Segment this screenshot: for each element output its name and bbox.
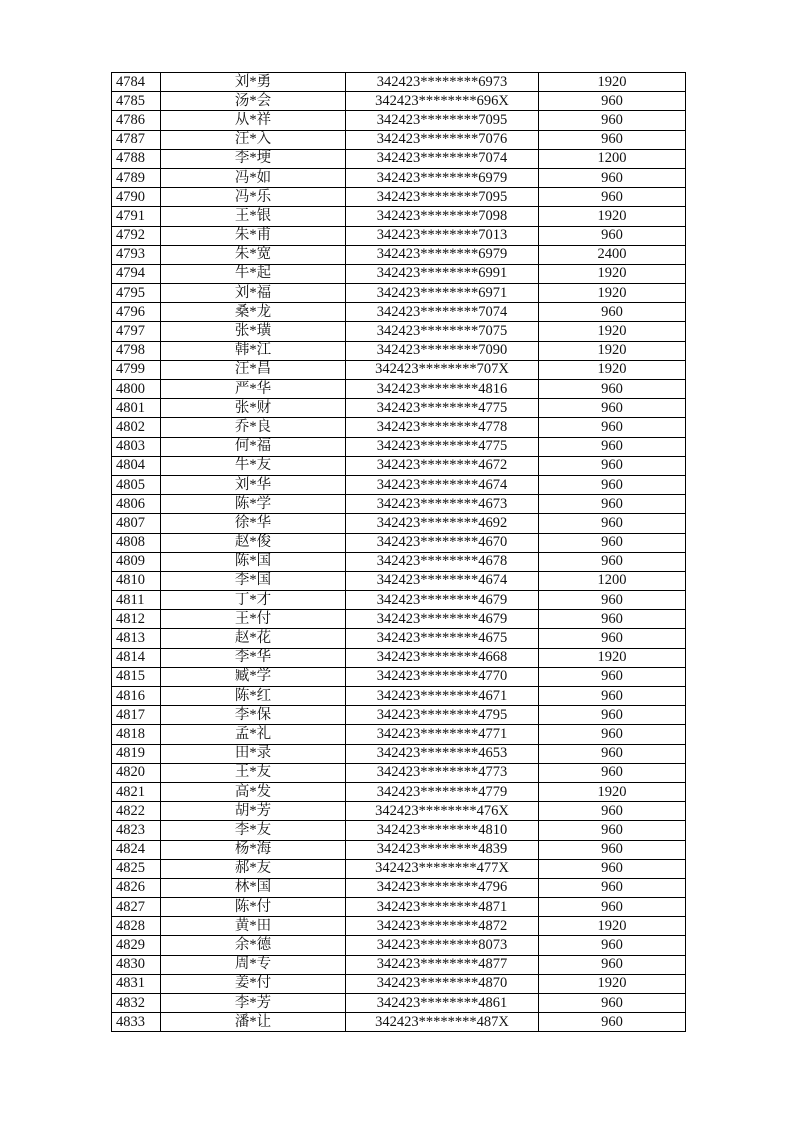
name-cell: 从*祥 [161, 111, 346, 130]
amount-cell: 960 [539, 821, 686, 840]
name-cell: 李*华 [161, 648, 346, 667]
name-cell: 李*保 [161, 706, 346, 725]
table-row [112, 360, 686, 379]
table-row [112, 571, 686, 590]
row-number-cell: 4790 [112, 188, 161, 207]
amount-cell: 960 [539, 130, 686, 149]
id-number-cell: 342423********4679 [346, 610, 539, 629]
name-cell: 张*璜 [161, 322, 346, 341]
id-number-cell: 342423********4674 [346, 475, 539, 494]
row-number-cell: 4828 [112, 917, 161, 936]
id-number-cell: 342423********4872 [346, 917, 539, 936]
amount-cell: 960 [539, 475, 686, 494]
name-cell: 姜*付 [161, 974, 346, 993]
row-number-cell: 4787 [112, 130, 161, 149]
id-number-cell: 342423********4861 [346, 994, 539, 1013]
row-number-cell: 4808 [112, 533, 161, 552]
id-number-cell: 342423********7095 [346, 188, 539, 207]
row-number-cell: 4822 [112, 802, 161, 821]
name-cell: 陈*红 [161, 687, 346, 706]
row-number-cell: 4784 [112, 73, 161, 92]
amount-cell: 960 [539, 418, 686, 437]
name-cell: 杨*海 [161, 840, 346, 859]
amount-cell: 960 [539, 725, 686, 744]
table-row [112, 264, 686, 283]
name-cell: 汪*入 [161, 130, 346, 149]
name-cell: 朱*甫 [161, 226, 346, 245]
amount-cell: 960 [539, 399, 686, 418]
table-row [112, 802, 686, 821]
name-cell: 潘*让 [161, 1013, 346, 1032]
row-number-cell: 4810 [112, 571, 161, 590]
id-number-cell: 342423********7074 [346, 303, 539, 322]
row-number-cell: 4815 [112, 667, 161, 686]
amount-cell: 960 [539, 706, 686, 725]
row-number-cell: 4802 [112, 418, 161, 437]
row-number-cell: 4786 [112, 111, 161, 130]
name-cell: 赵*俊 [161, 533, 346, 552]
id-number-cell: 342423********4771 [346, 725, 539, 744]
amount-cell: 1920 [539, 207, 686, 226]
amount-cell: 960 [539, 763, 686, 782]
id-number-cell: 342423********4775 [346, 437, 539, 456]
row-number-cell: 4794 [112, 264, 161, 283]
row-number-cell: 4801 [112, 399, 161, 418]
table-row [112, 955, 686, 974]
name-cell: 丁*才 [161, 591, 346, 610]
id-number-cell: 342423********4770 [346, 667, 539, 686]
amount-cell: 960 [539, 303, 686, 322]
amount-cell: 960 [539, 667, 686, 686]
id-number-cell: 342423********6973 [346, 73, 539, 92]
table-row [112, 936, 686, 955]
table-row [112, 648, 686, 667]
row-number-cell: 4831 [112, 974, 161, 993]
table-row [112, 399, 686, 418]
amount-cell: 960 [539, 898, 686, 917]
name-cell: 陈*付 [161, 898, 346, 917]
table-row [112, 92, 686, 111]
row-number-cell: 4789 [112, 168, 161, 187]
name-cell: 李*芳 [161, 994, 346, 1013]
row-number-cell: 4800 [112, 380, 161, 399]
row-number-cell: 4826 [112, 878, 161, 897]
table-row [112, 475, 686, 494]
table-row [112, 188, 686, 207]
table-row [112, 149, 686, 168]
amount-cell: 960 [539, 188, 686, 207]
row-number-cell: 4814 [112, 648, 161, 667]
row-number-cell: 4818 [112, 725, 161, 744]
row-number-cell: 4795 [112, 284, 161, 303]
table-row [112, 322, 686, 341]
row-number-cell: 4820 [112, 763, 161, 782]
id-number-cell: 342423********4779 [346, 782, 539, 801]
name-cell: 林*国 [161, 878, 346, 897]
row-number-cell: 4829 [112, 936, 161, 955]
amount-cell: 960 [539, 610, 686, 629]
name-cell: 陈*国 [161, 552, 346, 571]
amount-cell: 1920 [539, 360, 686, 379]
table-row [112, 341, 686, 360]
id-number-cell: 342423********4672 [346, 456, 539, 475]
id-number-cell: 342423********4871 [346, 898, 539, 917]
id-number-cell: 342423********476X [346, 802, 539, 821]
row-number-cell: 4803 [112, 437, 161, 456]
id-number-cell: 342423********4773 [346, 763, 539, 782]
id-number-cell: 342423********477X [346, 859, 539, 878]
row-number-cell: 4813 [112, 629, 161, 648]
table-row [112, 840, 686, 859]
name-cell: 李*友 [161, 821, 346, 840]
name-cell: 陈*学 [161, 495, 346, 514]
table-row [112, 226, 686, 245]
name-cell: 王*银 [161, 207, 346, 226]
name-cell: 高*发 [161, 782, 346, 801]
id-number-cell: 342423********4775 [346, 399, 539, 418]
name-cell: 孟*礼 [161, 725, 346, 744]
amount-cell: 960 [539, 92, 686, 111]
row-number-cell: 4830 [112, 955, 161, 974]
name-cell: 牛*起 [161, 264, 346, 283]
table-row [112, 878, 686, 897]
id-number-cell: 342423********7090 [346, 341, 539, 360]
amount-cell: 960 [539, 878, 686, 897]
table-row [112, 456, 686, 475]
name-cell: 郝*友 [161, 859, 346, 878]
row-number-cell: 4805 [112, 475, 161, 494]
row-number-cell: 4827 [112, 898, 161, 917]
name-cell: 乔*良 [161, 418, 346, 437]
row-number-cell: 4788 [112, 149, 161, 168]
id-number-cell: 342423********487X [346, 1013, 539, 1032]
id-number-cell: 342423********707X [346, 360, 539, 379]
amount-cell: 1920 [539, 974, 686, 993]
name-cell: 周*专 [161, 955, 346, 974]
name-cell: 牛*友 [161, 456, 346, 475]
amount-cell: 960 [539, 840, 686, 859]
name-cell: 韩*江 [161, 341, 346, 360]
table-body [112, 73, 686, 1032]
name-cell: 胡*芳 [161, 802, 346, 821]
table-row [112, 380, 686, 399]
amount-cell: 1200 [539, 149, 686, 168]
table-row [112, 706, 686, 725]
table-row [112, 917, 686, 936]
table-row [112, 821, 686, 840]
amount-cell: 960 [539, 1013, 686, 1032]
id-number-cell: 342423********4692 [346, 514, 539, 533]
table-row [112, 130, 686, 149]
row-number-cell: 4796 [112, 303, 161, 322]
id-number-cell: 342423********7098 [346, 207, 539, 226]
name-cell: 王*友 [161, 763, 346, 782]
table-row [112, 73, 686, 92]
amount-cell: 960 [539, 111, 686, 130]
id-number-cell: 342423********4673 [346, 495, 539, 514]
row-number-cell: 4825 [112, 859, 161, 878]
name-cell: 汪*昌 [161, 360, 346, 379]
amount-cell: 960 [539, 744, 686, 763]
id-number-cell: 342423********7075 [346, 322, 539, 341]
row-number-cell: 4811 [112, 591, 161, 610]
table-row [112, 533, 686, 552]
id-number-cell: 342423********6971 [346, 284, 539, 303]
id-number-cell: 342423********6979 [346, 168, 539, 187]
amount-cell: 960 [539, 168, 686, 187]
table-row [112, 687, 686, 706]
amount-cell: 960 [539, 495, 686, 514]
id-number-cell: 342423********4671 [346, 687, 539, 706]
table-row [112, 782, 686, 801]
amount-cell: 960 [539, 533, 686, 552]
table-row [112, 1013, 686, 1032]
name-cell: 冯*如 [161, 168, 346, 187]
table-row [112, 898, 686, 917]
amount-cell: 1920 [539, 782, 686, 801]
row-number-cell: 4785 [112, 92, 161, 111]
table-row [112, 495, 686, 514]
id-number-cell: 342423********4674 [346, 571, 539, 590]
id-number-cell: 342423********7076 [346, 130, 539, 149]
id-number-cell: 342423********6991 [346, 264, 539, 283]
row-number-cell: 4793 [112, 245, 161, 264]
table-row [112, 744, 686, 763]
table-row [112, 207, 686, 226]
id-number-cell: 342423********4796 [346, 878, 539, 897]
row-number-cell: 4798 [112, 341, 161, 360]
id-number-cell: 342423********4810 [346, 821, 539, 840]
table-row [112, 111, 686, 130]
amount-cell: 1920 [539, 284, 686, 303]
table-row [112, 552, 686, 571]
table-row [112, 168, 686, 187]
table-row [112, 974, 686, 993]
row-number-cell: 4812 [112, 610, 161, 629]
table-row [112, 763, 686, 782]
amount-cell: 1920 [539, 917, 686, 936]
row-number-cell: 4821 [112, 782, 161, 801]
name-cell: 余*德 [161, 936, 346, 955]
id-number-cell: 342423********4795 [346, 706, 539, 725]
name-cell: 刘*福 [161, 284, 346, 303]
name-cell: 赵*花 [161, 629, 346, 648]
id-number-cell: 342423********4675 [346, 629, 539, 648]
amount-cell: 1920 [539, 322, 686, 341]
name-cell: 刘*勇 [161, 73, 346, 92]
row-number-cell: 4832 [112, 994, 161, 1013]
amount-cell: 960 [539, 802, 686, 821]
row-number-cell: 4797 [112, 322, 161, 341]
id-number-cell: 342423********4870 [346, 974, 539, 993]
row-number-cell: 4804 [112, 456, 161, 475]
amount-cell: 960 [539, 380, 686, 399]
table-row [112, 245, 686, 264]
table-row [112, 610, 686, 629]
name-cell: 桑*龙 [161, 303, 346, 322]
id-number-cell: 342423********696X [346, 92, 539, 111]
name-cell: 严*华 [161, 380, 346, 399]
row-number-cell: 4809 [112, 552, 161, 571]
id-number-cell: 342423********4653 [346, 744, 539, 763]
amount-cell: 960 [539, 994, 686, 1013]
name-cell: 汤*会 [161, 92, 346, 111]
id-number-cell: 342423********7095 [346, 111, 539, 130]
name-cell: 张*财 [161, 399, 346, 418]
amount-cell: 2400 [539, 245, 686, 264]
table-row [112, 725, 686, 744]
amount-cell: 960 [539, 226, 686, 245]
table-row [112, 514, 686, 533]
name-cell: 黄*田 [161, 917, 346, 936]
name-cell: 田*录 [161, 744, 346, 763]
data-table [111, 72, 686, 1032]
name-cell: 何*福 [161, 437, 346, 456]
name-cell: 王*付 [161, 610, 346, 629]
id-number-cell: 342423********4678 [346, 552, 539, 571]
row-number-cell: 4799 [112, 360, 161, 379]
amount-cell: 960 [539, 514, 686, 533]
row-number-cell: 4816 [112, 687, 161, 706]
name-cell: 徐*华 [161, 514, 346, 533]
amount-cell: 1920 [539, 341, 686, 360]
amount-cell: 1200 [539, 571, 686, 590]
amount-cell: 960 [539, 936, 686, 955]
table-row [112, 859, 686, 878]
row-number-cell: 4819 [112, 744, 161, 763]
amount-cell: 960 [539, 629, 686, 648]
table-row [112, 667, 686, 686]
row-number-cell: 4806 [112, 495, 161, 514]
row-number-cell: 4791 [112, 207, 161, 226]
row-number-cell: 4807 [112, 514, 161, 533]
id-number-cell: 342423********4778 [346, 418, 539, 437]
table-row [112, 284, 686, 303]
table-row [112, 591, 686, 610]
amount-cell: 960 [539, 437, 686, 456]
row-number-cell: 4823 [112, 821, 161, 840]
amount-cell: 1920 [539, 648, 686, 667]
table-row [112, 303, 686, 322]
id-number-cell: 342423********4877 [346, 955, 539, 974]
id-number-cell: 342423********4816 [346, 380, 539, 399]
id-number-cell: 342423********8073 [346, 936, 539, 955]
name-cell: 冯*乐 [161, 188, 346, 207]
name-cell: 李*埂 [161, 149, 346, 168]
amount-cell: 960 [539, 955, 686, 974]
row-number-cell: 4817 [112, 706, 161, 725]
table-row [112, 418, 686, 437]
name-cell: 朱*宽 [161, 245, 346, 264]
amount-cell: 960 [539, 456, 686, 475]
row-number-cell: 4833 [112, 1013, 161, 1032]
id-number-cell: 342423********7074 [346, 149, 539, 168]
table-row [112, 994, 686, 1013]
table-row [112, 437, 686, 456]
amount-cell: 1920 [539, 264, 686, 283]
id-number-cell: 342423********6979 [346, 245, 539, 264]
id-number-cell: 342423********4839 [346, 840, 539, 859]
amount-cell: 960 [539, 859, 686, 878]
table-row [112, 629, 686, 648]
id-number-cell: 342423********4679 [346, 591, 539, 610]
row-number-cell: 4824 [112, 840, 161, 859]
amount-cell: 960 [539, 687, 686, 706]
amount-cell: 960 [539, 552, 686, 571]
name-cell: 臧*学 [161, 667, 346, 686]
name-cell: 李*国 [161, 571, 346, 590]
amount-cell: 960 [539, 591, 686, 610]
id-number-cell: 342423********7013 [346, 226, 539, 245]
id-number-cell: 342423********4670 [346, 533, 539, 552]
name-cell: 刘*华 [161, 475, 346, 494]
amount-cell: 1920 [539, 73, 686, 92]
row-number-cell: 4792 [112, 226, 161, 245]
id-number-cell: 342423********4668 [346, 648, 539, 667]
